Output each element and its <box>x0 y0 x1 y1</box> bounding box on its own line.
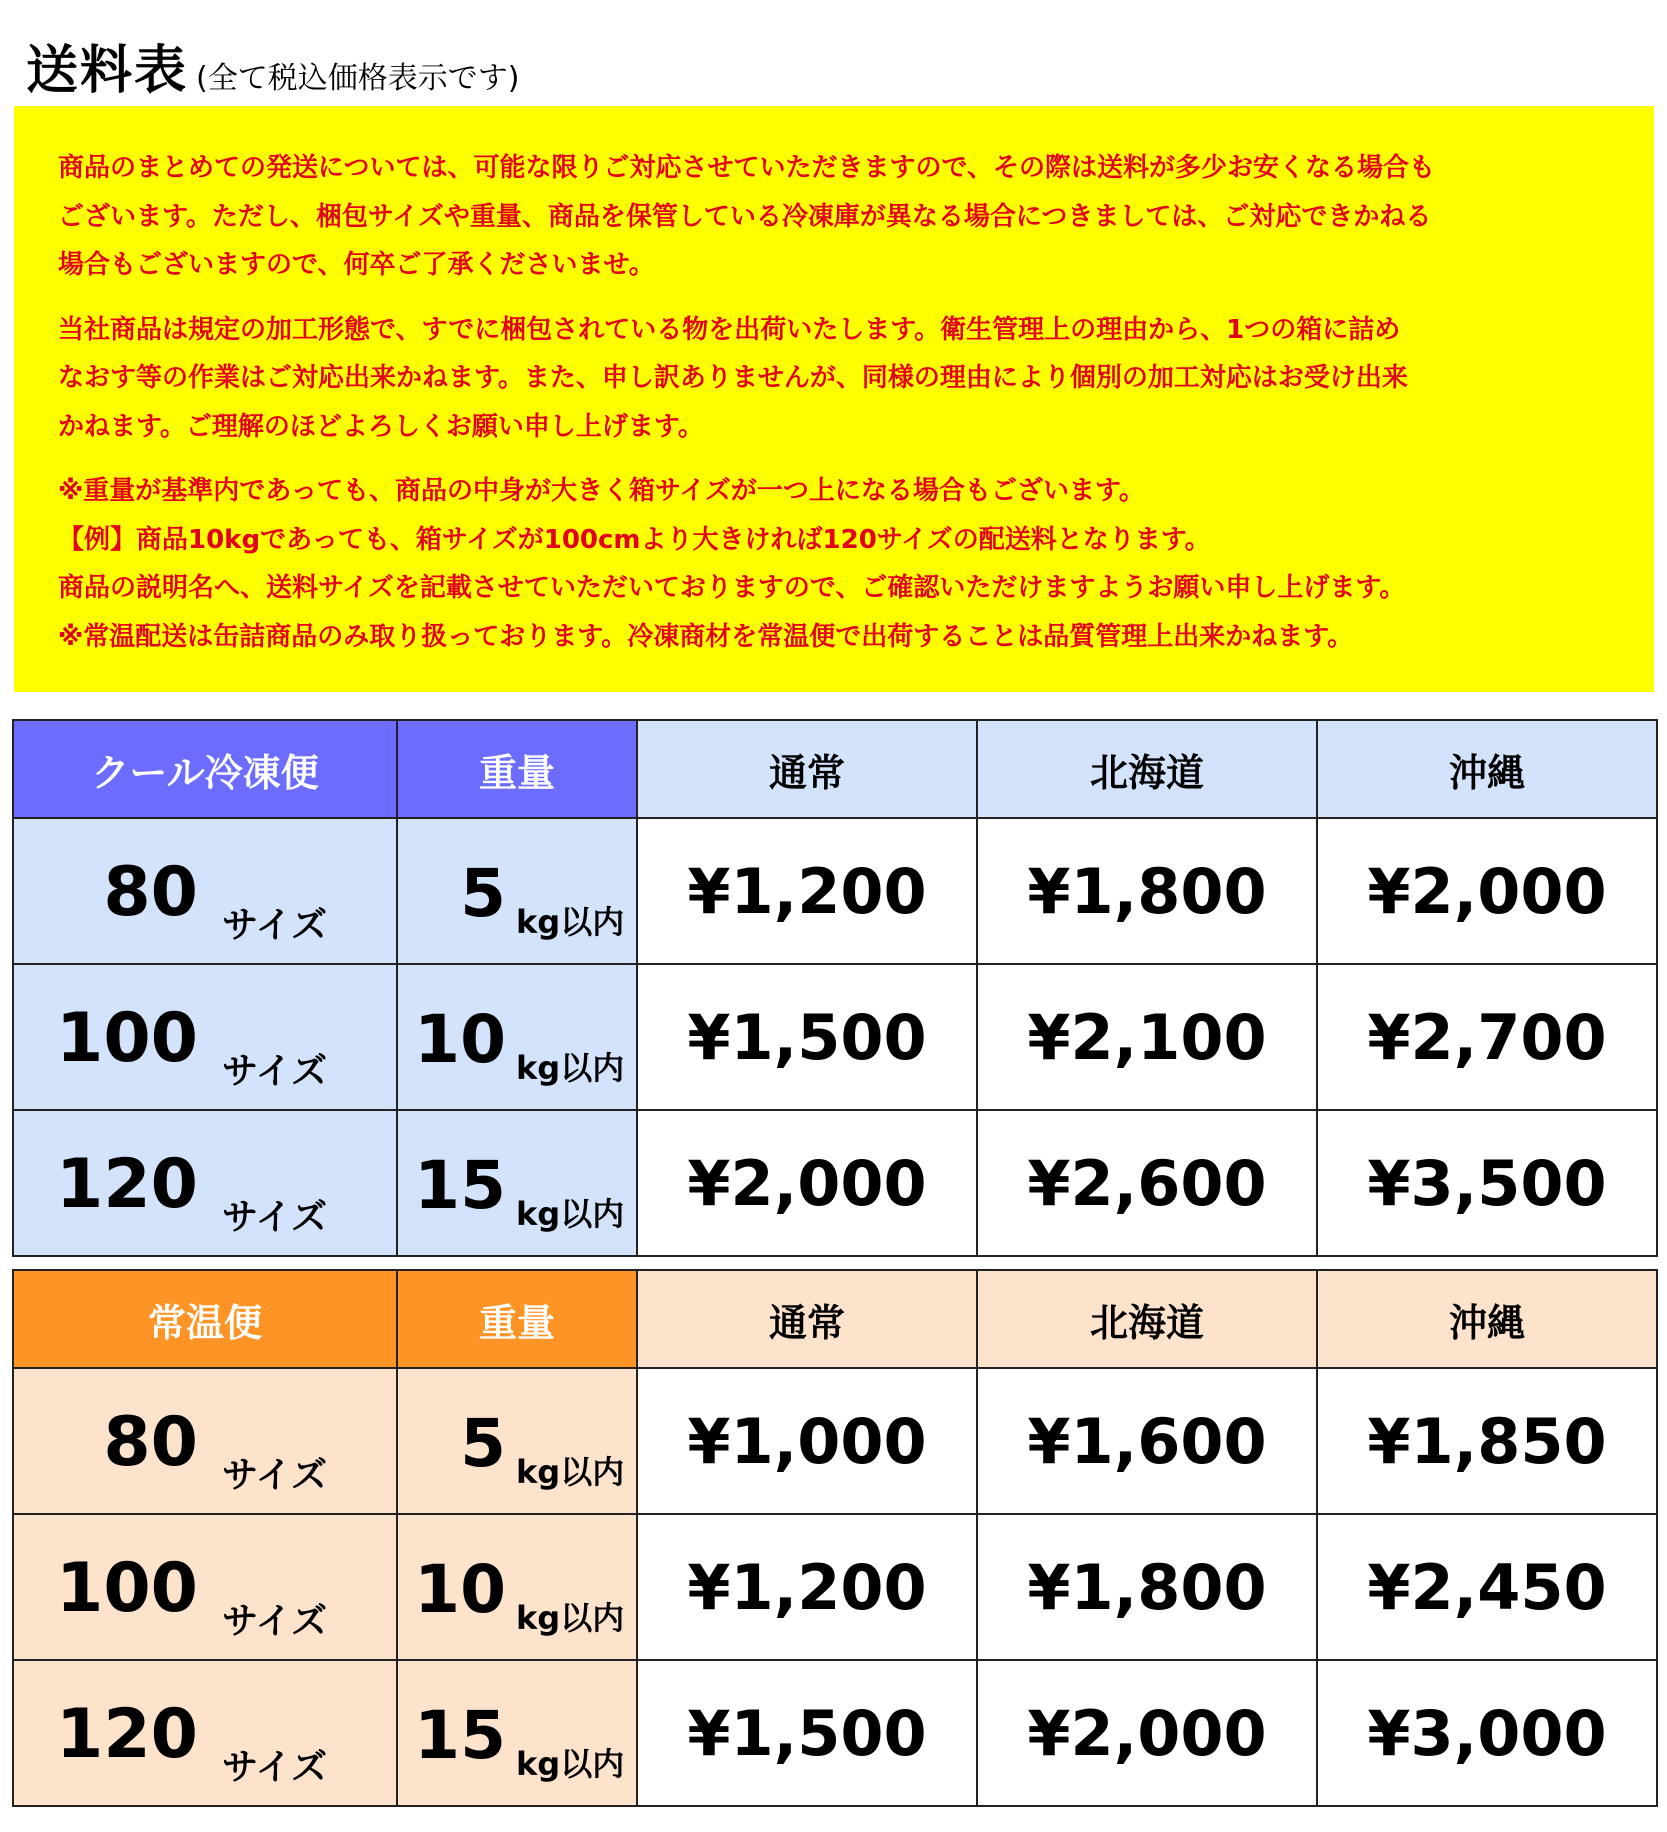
price-okinawa: ¥2,700 <box>1317 964 1657 1110</box>
table-row <box>13 964 1657 1110</box>
weight-cell <box>397 964 637 1110</box>
price-okinawa: ¥3,500 <box>1317 1110 1657 1256</box>
weight-value: 15 <box>414 1697 506 1774</box>
price-okinawa: ¥3,000 <box>1317 1660 1657 1806</box>
weight-unit: kg以内 <box>516 1049 625 1087</box>
size-value: 100 <box>56 1549 198 1628</box>
size-value: 80 <box>103 853 198 932</box>
notice-line: 場合もございますので、何卒ご了承くださいませ。 <box>58 250 655 280</box>
header-weight: 重量 <box>397 1270 637 1368</box>
price-standard: ¥1,200 <box>637 1514 977 1660</box>
notice-line: ※常温配送は缶詰商品のみ取り扱っております。冷凍商材を常温便で出荷することは品質管理上出来かねます。 <box>58 621 1354 652</box>
table-row <box>13 1514 1657 1660</box>
price-standard: ¥1,000 <box>637 1368 977 1514</box>
weight-cell <box>397 1660 637 1806</box>
size-value: 120 <box>56 1695 198 1774</box>
size-cell <box>13 1660 397 1806</box>
price-okinawa: ¥2,450 <box>1317 1514 1657 1660</box>
notice-line: ※重量が基準内であっても、商品の中身が大きく箱サイズが一つ上になる場合もございます。 <box>58 476 1145 506</box>
price-standard: ¥1,500 <box>637 964 977 1110</box>
size-cell <box>13 1368 397 1514</box>
weight-value: 10 <box>414 1551 506 1628</box>
table-row <box>13 818 1657 964</box>
weight-cell <box>397 1514 637 1660</box>
title-main: 送料表 <box>26 41 189 101</box>
size-value: 120 <box>56 1145 198 1224</box>
header-standard: 通常 <box>637 720 977 818</box>
size-value: 100 <box>56 999 198 1078</box>
notice-line: 商品のまとめての発送については、可能な限りご対応させていただきますので、その際は送料が多少お安くなる場合も <box>58 153 1435 183</box>
header-service: クール冷凍便 <box>13 720 397 818</box>
size-cell <box>13 1110 397 1256</box>
weight-unit: kg以内 <box>516 1745 625 1783</box>
price-hokkaido: ¥1,600 <box>977 1368 1317 1514</box>
size-cell <box>13 964 397 1110</box>
header-okinawa: 沖縄 <box>1317 1270 1657 1368</box>
size-unit: サイズ <box>222 1051 328 1092</box>
weight-unit: kg以内 <box>516 903 625 941</box>
weight-cell <box>397 818 637 964</box>
price-hokkaido: ¥1,800 <box>977 1514 1317 1660</box>
header-hokkaido: 北海道 <box>977 1270 1317 1368</box>
size-unit: サイズ <box>222 1455 328 1496</box>
price-okinawa: ¥1,850 <box>1317 1368 1657 1514</box>
page-title <box>26 28 520 101</box>
weight-value: 5 <box>460 1405 506 1482</box>
size-unit: サイズ <box>222 905 328 946</box>
table-header-row <box>13 1270 1657 1368</box>
size-unit: サイズ <box>222 1601 328 1642</box>
weight-value: 10 <box>414 1001 506 1078</box>
header-standard: 通常 <box>637 1270 977 1368</box>
notice-line: かねます。ご理解のほどよろしくお願い申し上げます。 <box>58 411 704 442</box>
price-standard: ¥1,200 <box>637 818 977 964</box>
cool-shipping-table <box>12 719 1658 1257</box>
notice-line: ございます。ただし、梱包サイズや重量、商品を保管している冷凍庫が異なる場合につきましては、ご対応できかねる <box>58 201 1432 232</box>
header-okinawa: 沖縄 <box>1317 720 1657 818</box>
weight-value: 5 <box>460 855 506 932</box>
notice-line: なおす等の作業はご対応出来かねます。また、申し訳ありませんが、同様の理由により個別の加工対応はお受け出来 <box>58 363 1408 393</box>
table-row <box>13 1110 1657 1256</box>
price-okinawa: ¥2,000 <box>1317 818 1657 964</box>
title-subtitle: (全て税込価格表示です) <box>196 61 520 96</box>
header-service: 常温便 <box>13 1270 397 1368</box>
notice-line: 商品の説明名へ、送料サイズを記載させていただいておりますので、ご確認いただけますようお願い申し上げます。 <box>58 573 1406 603</box>
notice-line: 【例】商品10kgであっても、箱サイズが100cmより大きければ120サイズの配送料となります。 <box>58 524 1211 555</box>
size-value: 80 <box>103 1403 198 1482</box>
weight-cell <box>397 1110 637 1256</box>
header-weight: 重量 <box>397 720 637 818</box>
weight-value: 15 <box>414 1147 506 1224</box>
size-cell <box>13 1514 397 1660</box>
weight-unit: kg以内 <box>516 1195 625 1233</box>
table-row <box>13 1368 1657 1514</box>
header-hokkaido: 北海道 <box>977 720 1317 818</box>
price-hokkaido: ¥1,800 <box>977 818 1317 964</box>
table-header-row <box>13 720 1657 818</box>
size-cell <box>13 818 397 964</box>
price-hokkaido: ¥2,100 <box>977 964 1317 1110</box>
price-standard: ¥2,000 <box>637 1110 977 1256</box>
table-row <box>13 1660 1657 1806</box>
weight-cell <box>397 1368 637 1514</box>
weight-unit: kg以内 <box>516 1453 625 1491</box>
ambient-shipping-table <box>12 1269 1658 1807</box>
size-unit: サイズ <box>222 1747 328 1788</box>
price-hokkaido: ¥2,600 <box>977 1110 1317 1256</box>
notice-box <box>14 106 1654 692</box>
price-hokkaido: ¥2,000 <box>977 1660 1317 1806</box>
notice-line: 当社商品は規定の加工形態で、すでに梱包されている物を出荷いたします。衛生管理上の理由から、1つの箱に詰め <box>58 314 1401 345</box>
price-standard: ¥1,500 <box>637 1660 977 1806</box>
weight-unit: kg以内 <box>516 1599 625 1637</box>
size-unit: サイズ <box>222 1197 328 1238</box>
